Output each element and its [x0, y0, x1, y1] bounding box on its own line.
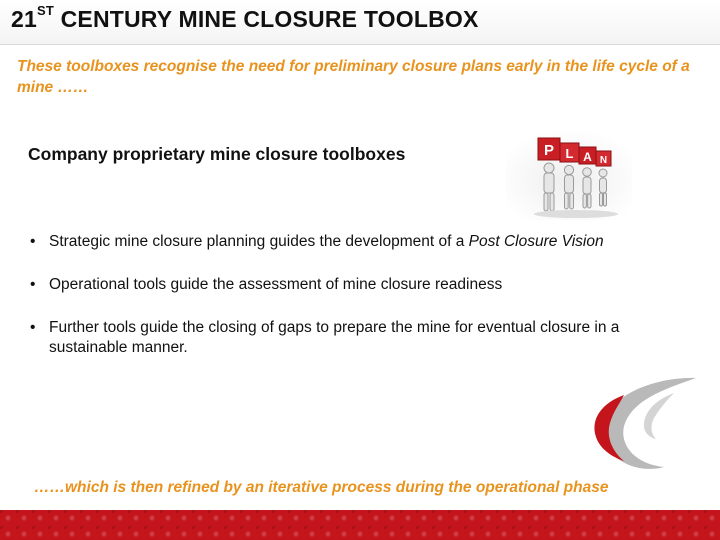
bullet-text: Further tools guide the closing of gaps to prepare the mine for eventual closure in a sustainable manner. — [49, 319, 620, 356]
people-holding-plan-icon — [506, 132, 632, 220]
section-heading: Company proprietary mine closure toolboxes — [28, 144, 406, 164]
plan-letter-p: P — [543, 142, 555, 159]
list-item — [28, 318, 678, 358]
title-ordinal: ST — [36, 3, 54, 18]
list-item — [28, 275, 678, 295]
subtitle: These toolboxes recognise the need for preliminary closure plans early in the life cycle of a mine …… — [17, 58, 690, 96]
plan-letter-l: L — [565, 146, 574, 161]
bullet-icon: • — [30, 233, 36, 250]
title-bar — [0, 0, 720, 45]
bullet-icon: • — [30, 319, 36, 336]
list-item — [28, 232, 678, 252]
bullet-list — [28, 232, 678, 358]
swoosh-logo-icon — [588, 375, 700, 473]
plan-letter-a: A — [583, 150, 592, 164]
bullet-icon: • — [30, 276, 36, 293]
plan-letter-n: N — [599, 155, 608, 166]
closing-statement: ……which is then refined by an iterative process during the operational phase — [34, 479, 609, 496]
bullet-emphasis: Post Closure Vision — [468, 233, 604, 250]
footer-strip — [0, 510, 720, 540]
page-title — [11, 3, 479, 33]
bullet-text: Strategic mine closure planning guides the development of a — [49, 233, 469, 250]
bullet-text: Operational tools guide the assessment of mine closure readiness — [49, 276, 503, 293]
title-text: CENTURY MINE CLOSURE TOOLBOX — [54, 6, 479, 32]
title-number: 21 — [11, 6, 37, 32]
